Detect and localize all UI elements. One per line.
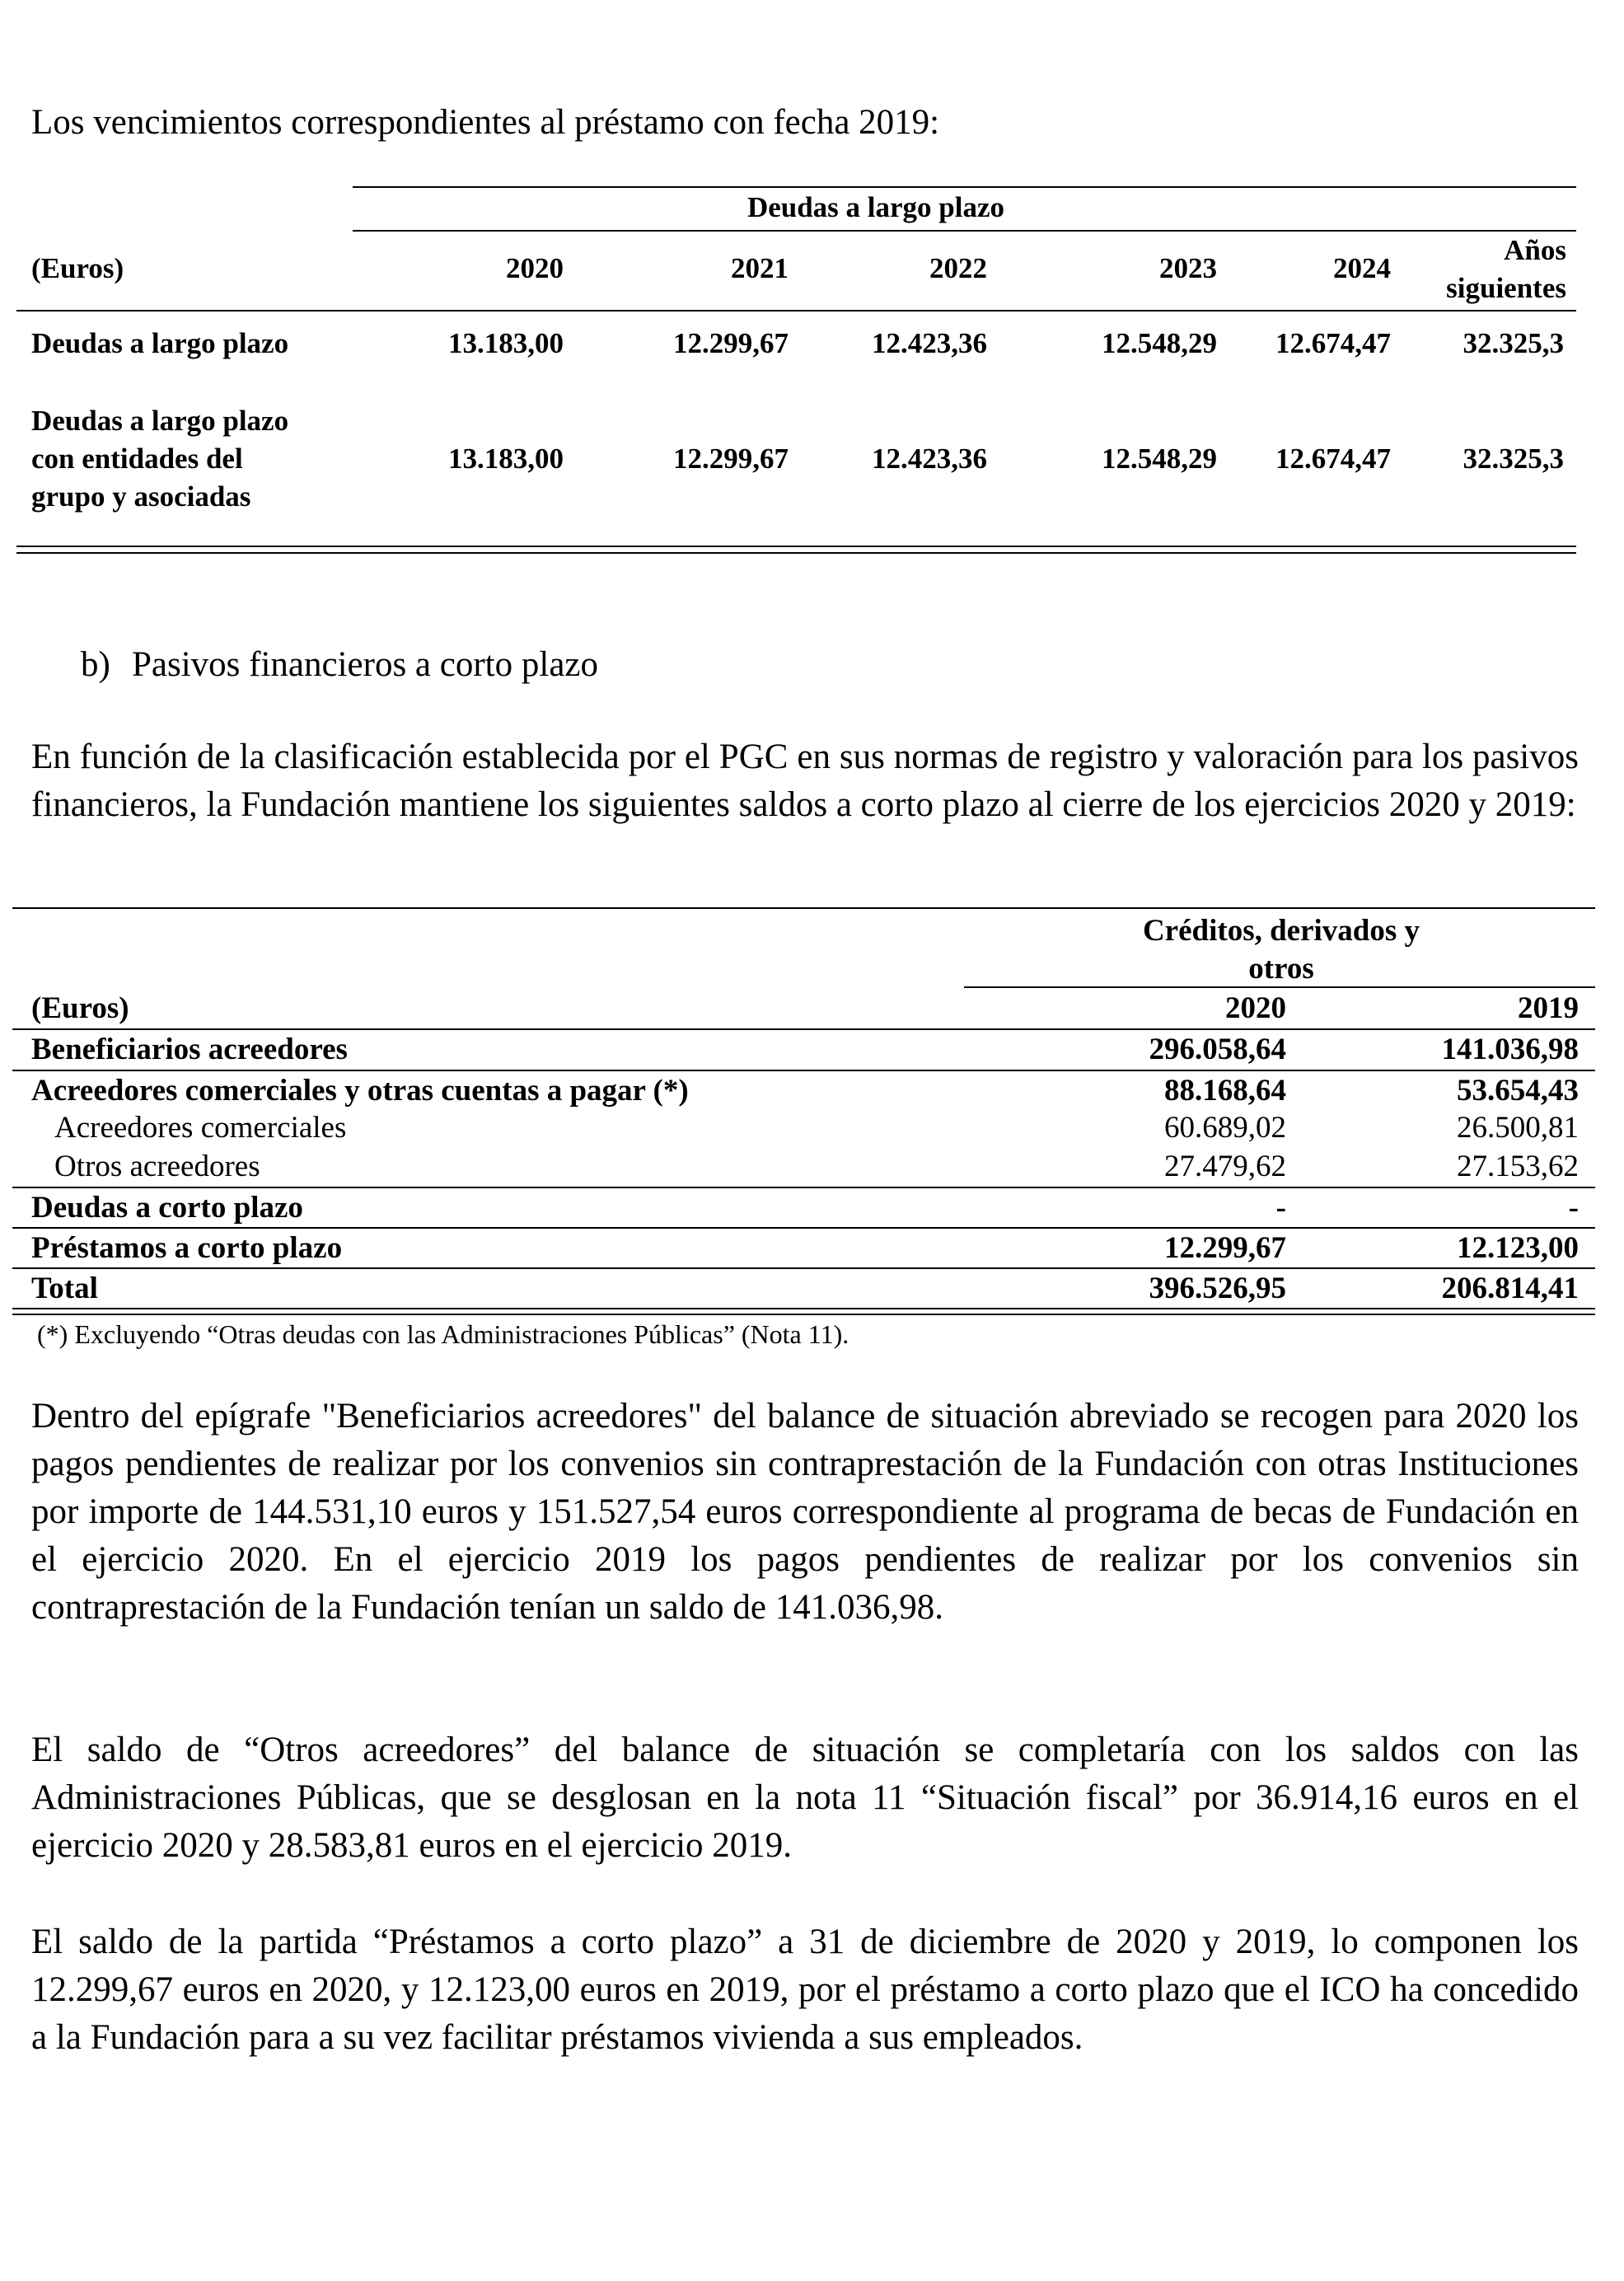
table1-row2-value: 12.548,29 xyxy=(1102,443,1217,475)
table1-row1-value: 12.548,29 xyxy=(1102,327,1217,359)
table2-col-2020: 2020 xyxy=(1225,991,1286,1025)
table1-year-2022: 2022 xyxy=(929,252,987,284)
row-label: Deudas a corto plazo xyxy=(31,1191,303,1225)
table2-group-header-line1: Créditos, derivados y xyxy=(1142,914,1420,948)
row-value-2020: 296.058,64 xyxy=(1149,1033,1286,1066)
row-value-2020: 88.168,64 xyxy=(1164,1074,1286,1108)
table1-year-2020: 2020 xyxy=(506,252,564,284)
paragraph-otros-acreedores: El saldo de “Otros acreedores” del balance de situación se completaría con los saldos con las Administraciones Públicas, que se desglosan en la nota 11 “Situación fiscal” por 36.914,16 euros en el ejercicio 2020 y 28.583,81 euros en el ejercicio 2019. xyxy=(31,1731,1579,1865)
paragraph-prestamos: El saldo de la partida “Préstamos a corto plazo” a 31 de diciembre de 2020 y 2019, lo componen los 12.299,67 euros en 2020, y 12.123,00 euros en 2019, por el préstamo a corto plazo que el ICO ha concedido a la Fundación para a su vez facilitar préstamos vivienda a sus empleados. xyxy=(31,1923,1579,2057)
table1-row1-value: 12.423,36 xyxy=(872,327,987,359)
row-label: Préstamos a corto plazo xyxy=(31,1231,343,1265)
row-value-2019: 27.153,62 xyxy=(1457,1150,1579,1183)
table1-year-2021: 2021 xyxy=(731,252,789,284)
table1-bottom-rule xyxy=(16,552,1576,554)
table1-bottom-rule xyxy=(16,546,1576,547)
table1-row2-label-line: Deudas a largo plazo xyxy=(31,405,289,437)
row-value-2020: - xyxy=(1275,1191,1286,1225)
row-label: Otros acreedores xyxy=(54,1150,260,1183)
row-value-2019: 206.814,41 xyxy=(1441,1272,1579,1305)
table1-row1-label: Deudas a largo plazo xyxy=(31,327,289,359)
table1-row1-value: 32.325,3 xyxy=(1463,327,1564,359)
table1-top-rule xyxy=(353,186,1576,188)
table-row-total xyxy=(31,1269,1595,1309)
table1-header-rule xyxy=(16,310,1576,311)
table-row xyxy=(31,1147,1595,1187)
table2-group-header-line2: otros xyxy=(1248,952,1314,986)
table-row xyxy=(31,1071,1595,1111)
table2-bottom-rule xyxy=(12,1308,1595,1309)
table1-next-years-line1: Años xyxy=(1504,234,1566,266)
table1-row1-value: 12.674,47 xyxy=(1275,327,1391,359)
table1-next-years-line2: siguientes xyxy=(1446,272,1566,304)
row-value-2019: 26.500,81 xyxy=(1457,1111,1579,1145)
section-b-marker: b) xyxy=(81,645,110,684)
row-value-2020: 12.299,67 xyxy=(1164,1231,1286,1265)
table1-row2-value: 12.299,67 xyxy=(673,443,789,475)
table1-row2-value: 32.325,3 xyxy=(1463,443,1564,475)
row-value-2019: 12.123,00 xyxy=(1457,1231,1579,1265)
row-value-2020: 60.689,02 xyxy=(1164,1111,1286,1145)
row-label: Total xyxy=(31,1272,98,1305)
row-label: Acreedores comerciales y otras cuentas a pagar (*) xyxy=(31,1074,689,1108)
table1-unit-label: (Euros) xyxy=(31,252,124,284)
row-value-2020: 27.479,62 xyxy=(1164,1150,1286,1183)
table-row xyxy=(31,1108,1595,1148)
table1-group-header: Deudas a largo plazo xyxy=(746,191,1005,223)
row-value-2019: 141.036,98 xyxy=(1441,1033,1579,1066)
table2-unit-label: (Euros) xyxy=(31,991,129,1025)
table2-top-rule xyxy=(12,907,1595,909)
intro-line: Los vencimientos correspondientes al préstamo con fecha 2019: xyxy=(31,103,940,142)
table1-year-2024: 2024 xyxy=(1333,252,1391,284)
table1-row2-value: 13.183,00 xyxy=(448,443,564,475)
table1-row2-label-line: grupo y asociadas xyxy=(31,480,251,513)
table1-group-rule xyxy=(353,230,1576,232)
table1-row2-value: 12.674,47 xyxy=(1275,443,1391,475)
section-b-title: Pasivos financieros a corto plazo xyxy=(132,645,598,684)
row-value-2020: 396.526,95 xyxy=(1149,1272,1286,1305)
table2-group-rule xyxy=(964,986,1595,988)
row-value-2019: 53.654,43 xyxy=(1457,1074,1579,1108)
table2-header-row xyxy=(31,989,1595,1028)
table2-footnote: (*) Excluyendo “Otras deudas con las Administraciones Públicas” (Nota 11). xyxy=(37,1319,849,1349)
table-row xyxy=(31,1030,1595,1070)
row-label: Acreedores comerciales xyxy=(54,1111,347,1145)
paragraph-beneficiarios: Dentro del epígrafe "Beneficiarios acreedores" del balance de situación abreviado se recogen para 2020 los pagos pendientes de realizar por los convenios sin contraprestación de la Fundación con otras Instituciones por importe de 144.531,10 euros y 151.527,54 euros correspondiente al programa de becas de Fundación en el ejercicio 2020. En el ejercicio 2019 los pagos pendientes de realizar por los convenios sin contraprestación de la Fundación tenían un saldo de 141.036,98. xyxy=(31,1397,1579,1627)
table2-col-2019: 2019 xyxy=(1518,991,1579,1025)
row-value-2019: - xyxy=(1568,1191,1579,1225)
table1-row1-value: 12.299,67 xyxy=(673,327,789,359)
table-row xyxy=(31,1229,1595,1268)
paragraph-clasificacion: En función de la clasificación establecida por el PGC en sus normas de registro y valoración para los pasivos financieros, la Fundación mantiene los siguientes saldos a corto plazo al cierre de los ejercicios 2020 y 2019: xyxy=(31,738,1579,824)
table1-year-2023: 2023 xyxy=(1159,252,1217,284)
table1-row1-value: 13.183,00 xyxy=(448,327,564,359)
table1-row2-label-line: con entidades del xyxy=(31,443,243,475)
row-label: Beneficiarios acreedores xyxy=(31,1033,348,1066)
table2-bottom-rule xyxy=(12,1314,1595,1315)
table-row xyxy=(31,1188,1595,1228)
table1-row2-value: 12.423,36 xyxy=(872,443,987,475)
